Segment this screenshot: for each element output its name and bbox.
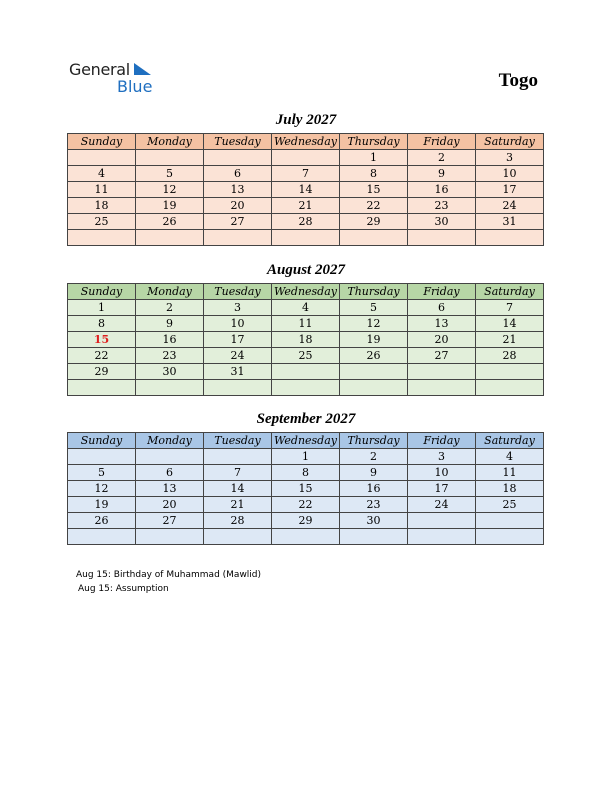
day-cell (408, 230, 476, 246)
day-cell: 17 (476, 182, 544, 198)
day-cell (136, 380, 204, 396)
week-row (68, 166, 544, 182)
logo-text-general: General (69, 60, 130, 79)
day-cell: 28 (204, 513, 272, 529)
day-cell: 23 (136, 348, 204, 364)
day-cell: 30 (340, 513, 408, 529)
day-cell: 17 (408, 481, 476, 497)
weekday-wednesday: Wednesday (272, 134, 340, 150)
day-cell: 7 (476, 300, 544, 316)
day-cell: 11 (272, 316, 340, 332)
week-row (68, 529, 544, 545)
logo-text-blue: Blue (117, 77, 153, 96)
weekday-thursday: Thursday (340, 433, 408, 449)
month-body (68, 449, 544, 545)
month-body (68, 300, 544, 396)
day-cell: 3 (476, 150, 544, 166)
day-cell: 23 (408, 198, 476, 214)
day-cell (272, 380, 340, 396)
weekday-thursday: Thursday (340, 284, 408, 300)
day-cell: 26 (340, 348, 408, 364)
calendar-august (67, 283, 544, 396)
day-cell: 3 (408, 449, 476, 465)
day-cell (136, 449, 204, 465)
week-row (68, 332, 544, 348)
day-cell: 12 (68, 481, 136, 497)
day-cell (408, 380, 476, 396)
day-cell: 19 (136, 198, 204, 214)
day-cell (272, 230, 340, 246)
weekday-sunday: Sunday (68, 284, 136, 300)
day-cell (476, 380, 544, 396)
week-row (68, 182, 544, 198)
day-cell: 10 (204, 316, 272, 332)
day-cell: 5 (340, 300, 408, 316)
day-cell (136, 230, 204, 246)
day-cell: 3 (204, 300, 272, 316)
day-cell: 24 (408, 497, 476, 513)
day-cell (340, 380, 408, 396)
day-cell (476, 364, 544, 380)
weekday-wednesday: Wednesday (272, 433, 340, 449)
day-cell (340, 364, 408, 380)
day-cell (340, 230, 408, 246)
day-cell: 9 (340, 465, 408, 481)
week-row (68, 230, 544, 246)
day-cell: 26 (136, 214, 204, 230)
day-cell: 27 (408, 348, 476, 364)
day-cell: 21 (476, 332, 544, 348)
day-cell: 20 (408, 332, 476, 348)
day-cell: 2 (340, 449, 408, 465)
day-cell (204, 449, 272, 465)
day-cell: 31 (476, 214, 544, 230)
day-cell: 22 (340, 198, 408, 214)
weekday-header (68, 284, 544, 300)
day-cell: 28 (476, 348, 544, 364)
day-cell: 21 (204, 497, 272, 513)
day-cell: 30 (136, 364, 204, 380)
week-row (68, 449, 544, 465)
weekday-saturday: Saturday (476, 134, 544, 150)
day-cell: 29 (272, 513, 340, 529)
day-cell: 8 (68, 316, 136, 332)
week-row (68, 150, 544, 166)
day-cell: 12 (136, 182, 204, 198)
day-cell (204, 529, 272, 545)
week-row (68, 465, 544, 481)
week-row (68, 348, 544, 364)
day-cell (272, 150, 340, 166)
day-cell (68, 150, 136, 166)
week-row (68, 513, 544, 529)
week-row (68, 481, 544, 497)
month-title-july: July 2027 (275, 112, 337, 128)
week-row (68, 214, 544, 230)
weekday-wednesday: Wednesday (272, 284, 340, 300)
day-cell (204, 230, 272, 246)
logo-flag-icon (134, 63, 152, 77)
weekday-header (68, 433, 544, 449)
day-cell (204, 150, 272, 166)
month-title-august: August 2027 (267, 262, 345, 278)
day-cell: 15 (272, 481, 340, 497)
day-cell: 2 (136, 300, 204, 316)
day-cell: 24 (204, 348, 272, 364)
month-title-september: September 2027 (256, 411, 356, 427)
weekday-saturday: Saturday (476, 284, 544, 300)
day-cell: 6 (204, 166, 272, 182)
weekday-saturday: Saturday (476, 433, 544, 449)
day-cell: 2 (408, 150, 476, 166)
day-cell: 5 (68, 465, 136, 481)
holiday-note: Aug 15: Birthday of Muhammad (Mawlid) (76, 570, 262, 580)
day-cell: 4 (68, 166, 136, 182)
day-cell: 25 (476, 497, 544, 513)
day-cell: 7 (272, 166, 340, 182)
weekday-monday: Monday (136, 284, 204, 300)
day-cell: 15 (68, 332, 136, 348)
day-cell (272, 364, 340, 380)
weekday-sunday: Sunday (68, 433, 136, 449)
weekday-friday: Friday (408, 284, 476, 300)
day-cell: 16 (408, 182, 476, 198)
holiday-notes (76, 568, 261, 596)
day-cell: 20 (136, 497, 204, 513)
day-cell (408, 364, 476, 380)
day-cell: 19 (340, 332, 408, 348)
day-cell: 9 (136, 316, 204, 332)
day-cell: 27 (204, 214, 272, 230)
day-cell: 1 (340, 150, 408, 166)
weekday-sunday: Sunday (68, 134, 136, 150)
generalblue-logo (69, 60, 169, 100)
day-cell: 16 (136, 332, 204, 348)
day-cell: 26 (68, 513, 136, 529)
day-cell: 5 (136, 166, 204, 182)
day-cell (68, 230, 136, 246)
day-cell: 28 (272, 214, 340, 230)
day-cell: 17 (204, 332, 272, 348)
day-cell: 8 (272, 465, 340, 481)
day-cell: 16 (340, 481, 408, 497)
day-cell: 4 (476, 449, 544, 465)
day-cell: 18 (272, 332, 340, 348)
day-cell (204, 380, 272, 396)
weekday-monday: Monday (136, 134, 204, 150)
day-cell: 12 (340, 316, 408, 332)
day-cell: 15 (340, 182, 408, 198)
weekday-friday: Friday (408, 433, 476, 449)
day-cell: 11 (476, 465, 544, 481)
day-cell: 7 (204, 465, 272, 481)
day-cell: 14 (272, 182, 340, 198)
day-cell: 14 (476, 316, 544, 332)
weekday-header (68, 134, 544, 150)
day-cell (136, 150, 204, 166)
day-cell (408, 513, 476, 529)
holiday-note: Aug 15: Assumption (78, 584, 169, 594)
week-row (68, 198, 544, 214)
day-cell: 14 (204, 481, 272, 497)
day-cell: 13 (408, 316, 476, 332)
day-cell: 21 (272, 198, 340, 214)
weekday-thursday: Thursday (340, 134, 408, 150)
weekday-friday: Friday (408, 134, 476, 150)
day-cell (68, 529, 136, 545)
day-cell: 25 (272, 348, 340, 364)
calendar-july (67, 133, 544, 246)
day-cell: 13 (204, 182, 272, 198)
day-cell: 23 (340, 497, 408, 513)
day-cell: 8 (340, 166, 408, 182)
weekday-monday: Monday (136, 433, 204, 449)
day-cell: 20 (204, 198, 272, 214)
day-cell (68, 380, 136, 396)
week-row (68, 380, 544, 396)
weekday-tuesday: Tuesday (204, 433, 272, 449)
day-cell: 9 (408, 166, 476, 182)
day-cell: 10 (408, 465, 476, 481)
day-cell: 25 (68, 214, 136, 230)
day-cell: 22 (68, 348, 136, 364)
week-row (68, 497, 544, 513)
month-body (68, 150, 544, 246)
weekday-tuesday: Tuesday (204, 134, 272, 150)
day-cell: 22 (272, 497, 340, 513)
day-cell: 6 (136, 465, 204, 481)
day-cell: 18 (476, 481, 544, 497)
day-cell: 18 (68, 198, 136, 214)
week-row (68, 364, 544, 380)
day-cell (476, 529, 544, 545)
day-cell: 13 (136, 481, 204, 497)
day-cell: 19 (68, 497, 136, 513)
week-row (68, 316, 544, 332)
day-cell: 6 (408, 300, 476, 316)
week-row (68, 300, 544, 316)
day-cell: 31 (204, 364, 272, 380)
weekday-tuesday: Tuesday (204, 284, 272, 300)
country-title: Togo (498, 70, 538, 91)
calendar-september (67, 432, 544, 545)
day-cell (136, 529, 204, 545)
day-cell (408, 529, 476, 545)
day-cell: 10 (476, 166, 544, 182)
day-cell: 29 (68, 364, 136, 380)
day-cell: 4 (272, 300, 340, 316)
day-cell: 1 (68, 300, 136, 316)
day-cell (340, 529, 408, 545)
day-cell: 30 (408, 214, 476, 230)
day-cell (68, 449, 136, 465)
day-cell (476, 513, 544, 529)
day-cell: 27 (136, 513, 204, 529)
day-cell: 29 (340, 214, 408, 230)
day-cell: 11 (68, 182, 136, 198)
day-cell (272, 529, 340, 545)
day-cell: 24 (476, 198, 544, 214)
day-cell: 1 (272, 449, 340, 465)
day-cell (476, 230, 544, 246)
